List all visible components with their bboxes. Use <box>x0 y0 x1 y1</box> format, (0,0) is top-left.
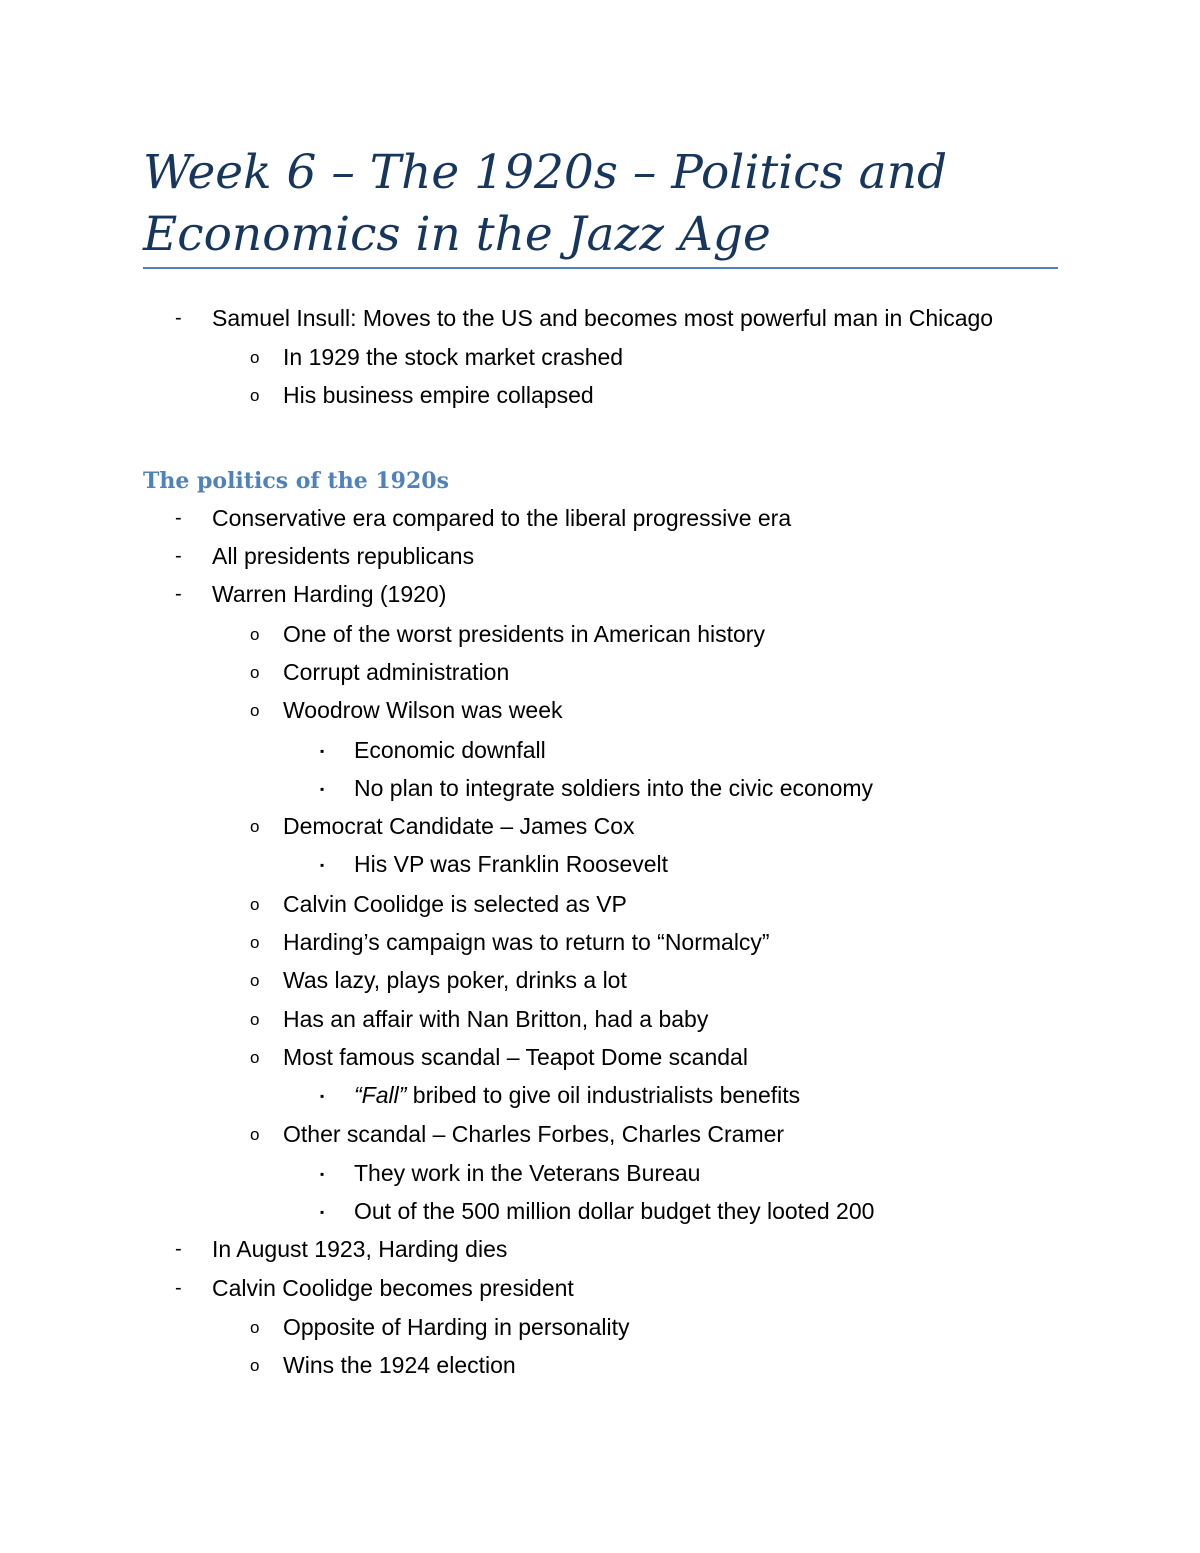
list-item <box>175 577 447 611</box>
list-item <box>250 887 627 921</box>
square-bullet: ▪ <box>320 1089 325 1103</box>
dash-bullet: - <box>175 583 182 605</box>
dash-bullet: - <box>175 545 182 567</box>
list-item-text: Calvin Coolidge is selected as VP <box>283 891 627 917</box>
list-item <box>320 1194 875 1228</box>
list-item <box>250 809 635 843</box>
title-line-2: Economics in the Jazz Age <box>143 207 771 262</box>
square-bullet: ▪ <box>320 858 325 872</box>
list-item <box>175 1271 574 1305</box>
list-item-text: Corrupt administration <box>283 659 510 685</box>
list-item <box>175 539 475 573</box>
list-item-text: Was lazy, plays poker, drinks a lot <box>283 967 627 993</box>
list-item-text: All presidents republicans <box>212 543 475 569</box>
list-item <box>320 847 669 881</box>
title-line-1: Week 6 – The 1920s – Politics and <box>143 145 948 200</box>
dash-bullet: - <box>175 307 182 329</box>
list-item-text: In 1929 the stock market crashed <box>283 344 624 370</box>
square-bullet: ▪ <box>320 782 325 796</box>
circle-bullet: o <box>250 625 260 644</box>
list-item <box>250 693 563 727</box>
list-item <box>250 1002 709 1036</box>
section-heading: The politics of the 1920s <box>143 468 449 494</box>
list-item <box>250 1040 748 1074</box>
list-item <box>250 963 627 997</box>
list-item-text: bribed to give oil industrialists benefits <box>412 1082 801 1108</box>
list-item-text: Other scandal – Charles Forbes, Charles Cramer <box>283 1121 785 1147</box>
list-item-text: In August 1923, Harding dies <box>212 1236 508 1262</box>
dash-bullet: - <box>175 1238 182 1260</box>
circle-bullet: o <box>250 817 260 836</box>
list-item <box>175 1232 508 1266</box>
page-title <box>143 142 1063 266</box>
list-item <box>250 1117 785 1151</box>
list-item-text: Has an affair with Nan Britton, had a baby <box>283 1006 709 1032</box>
circle-bullet: o <box>250 386 260 405</box>
circle-bullet: o <box>250 1125 260 1144</box>
list-item <box>320 771 874 805</box>
circle-bullet: o <box>250 933 260 952</box>
list-item-text: Warren Harding (1920) <box>212 581 447 607</box>
circle-bullet: o <box>250 1010 260 1029</box>
list-item-text: One of the worst presidents in American history <box>283 621 765 647</box>
list-item-text: Opposite of Harding in personality <box>283 1314 630 1340</box>
circle-bullet: o <box>250 663 260 682</box>
list-item-text: His VP was Franklin Roosevelt <box>354 851 669 877</box>
list-item-text: No plan to integrate soldiers into the civic economy <box>354 775 874 801</box>
list-item-text: Samuel Insull: Moves to the US and becomes most powerful man in Chicago <box>212 305 994 331</box>
list-item-text: Wins the 1924 election <box>283 1352 516 1378</box>
list-item-text: They work in the Veterans Bureau <box>354 1160 701 1186</box>
list-item-text: Calvin Coolidge becomes president <box>212 1275 574 1301</box>
list-item-text: Woodrow Wilson was week <box>283 697 563 723</box>
circle-bullet: o <box>250 1318 260 1337</box>
circle-bullet: o <box>250 971 260 990</box>
square-bullet: ▪ <box>320 1205 325 1219</box>
list-item <box>250 655 510 689</box>
dash-bullet: - <box>175 507 182 529</box>
circle-bullet: o <box>250 1048 260 1067</box>
list-item <box>250 1310 630 1344</box>
list-item <box>250 925 770 959</box>
list-item-text: Most famous scandal – Teapot Dome scandal <box>283 1044 748 1070</box>
list-item <box>250 340 624 374</box>
title-underline <box>143 267 1058 269</box>
square-bullet: ▪ <box>320 744 325 758</box>
list-item <box>320 1156 701 1190</box>
list-item-text: Economic downfall <box>354 737 546 763</box>
list-item-text: Out of the 500 million dollar budget they looted 200 <box>354 1198 875 1224</box>
fall-quote: “Fall” <box>354 1082 407 1108</box>
list-item <box>175 501 792 535</box>
list-item <box>250 1348 516 1382</box>
list-item-text: Conservative era compared to the liberal progressive era <box>212 505 792 531</box>
circle-bullet: o <box>250 701 260 720</box>
circle-bullet: o <box>250 895 260 914</box>
square-bullet: ▪ <box>320 1167 325 1181</box>
list-item <box>250 378 594 412</box>
circle-bullet: o <box>250 348 260 367</box>
circle-bullet: o <box>250 1356 260 1375</box>
list-item-text: Harding’s campaign was to return to “Normalcy” <box>283 929 770 955</box>
list-item <box>175 301 994 335</box>
list-item <box>250 617 765 651</box>
dash-bullet: - <box>175 1277 182 1299</box>
list-item <box>320 1078 801 1112</box>
list-item <box>320 733 546 767</box>
list-item-text: His business empire collapsed <box>283 382 594 408</box>
list-item-text: Democrat Candidate – James Cox <box>283 813 635 839</box>
